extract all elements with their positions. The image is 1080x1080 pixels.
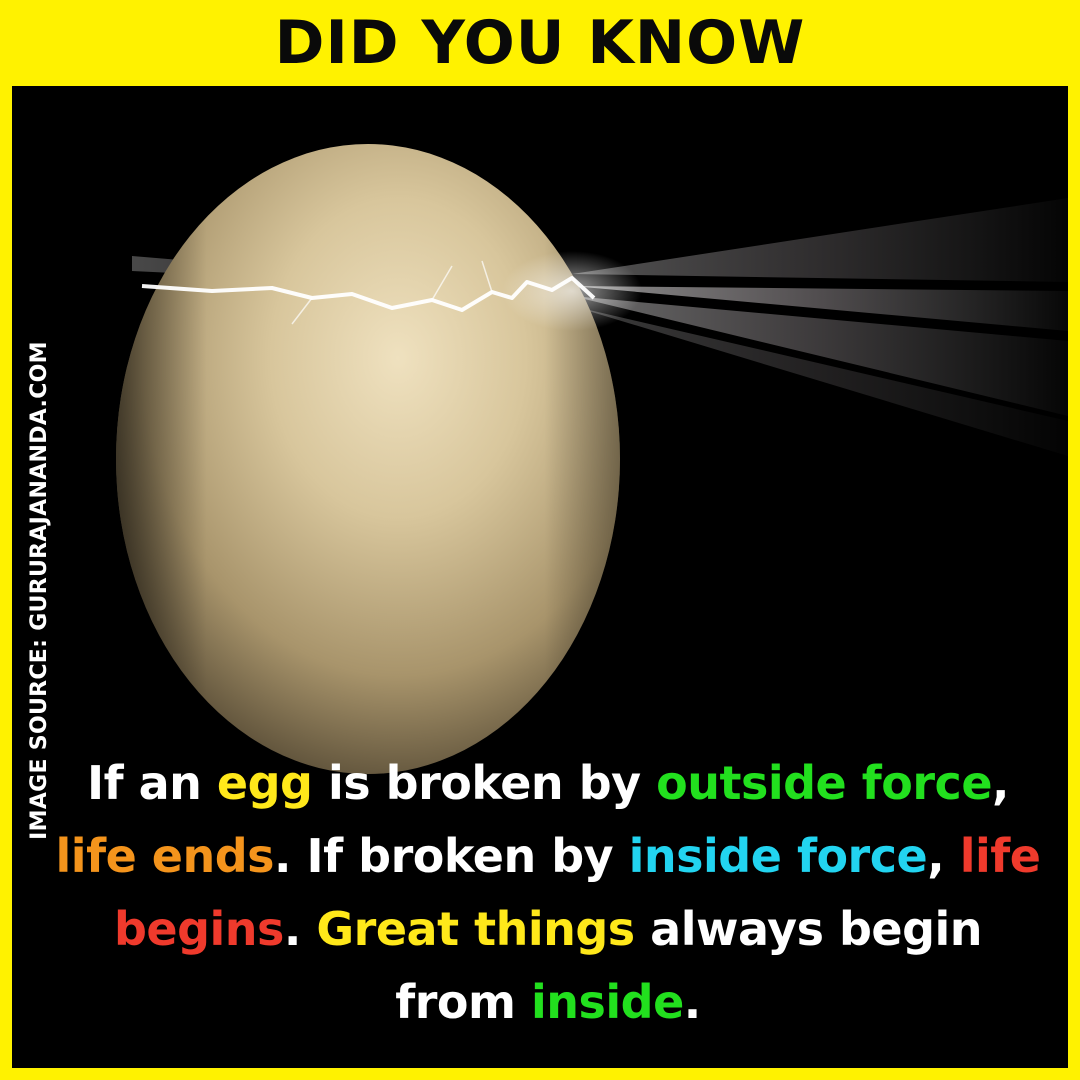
caption-line <box>48 820 1048 893</box>
caption-segment: , <box>927 829 960 883</box>
caption-segment: inside force <box>628 829 928 883</box>
caption-segment: , <box>992 756 1010 810</box>
caption-line <box>48 747 1048 820</box>
page-title: DID YOU KNOW <box>274 8 806 78</box>
caption-segment: . <box>283 902 317 956</box>
caption-segment: begins <box>113 902 284 956</box>
caption-segment: . <box>683 975 701 1029</box>
image-panel <box>12 86 1068 1068</box>
caption-segment: inside <box>530 975 684 1029</box>
caption-line <box>48 966 1048 1039</box>
caption-segment: life <box>959 829 1041 883</box>
caption-segment: always begin <box>634 902 983 956</box>
caption-segment: life ends <box>55 829 275 883</box>
caption-segment: Great things <box>316 902 635 956</box>
caption-segment: If an <box>86 756 217 810</box>
caption-segment: egg <box>216 756 313 810</box>
caption-segment: from <box>395 975 531 1029</box>
caption-segment: is broken by <box>312 756 657 810</box>
caption-text <box>48 747 1048 1039</box>
caption-segment: outside force <box>656 756 993 810</box>
image-source-credit: IMAGE SOURCE: GURURAJANANDA.COM <box>26 341 52 840</box>
caption-line <box>48 893 1048 966</box>
caption-segment: . If broken by <box>274 829 629 883</box>
